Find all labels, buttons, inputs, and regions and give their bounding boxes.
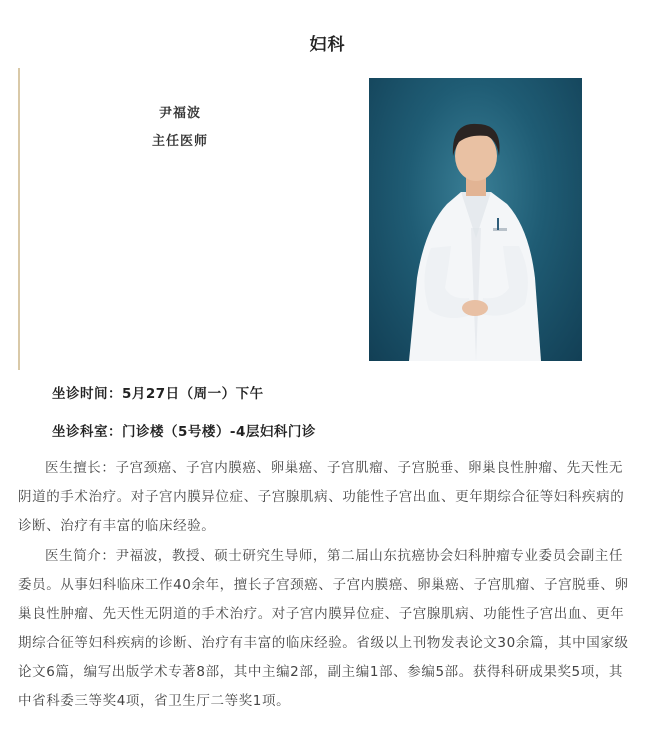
schedule-time-label: 坐诊时间： xyxy=(52,386,122,402)
doctor-expertise: 医生擅长：子宫颈癌、子宫内膜癌、卵巢癌、子宫肌瘤、子宫脱垂、卵巢良性肿瘤、先天性无阴道的手术治疗。对子宫内膜异位症、子宫腺肌病、功能性子宫出血、更年期综合征等妇科疾病的诊断、治疗有丰富的临床经验。 xyxy=(18,460,625,534)
schedule-time-value: 5月27日（周一）下午 xyxy=(122,386,264,402)
doctor-photo xyxy=(369,78,582,361)
doctor-intro: 医生简介：尹福波，教授、硕士研究生导师，第二届山东抗癌协会妇科肿瘤专业委员会副主任委员。从事妇科临床工作40余年，擅长子宫颈癌、子宫内膜癌、卵巢癌、子宫肌瘤、子宫脱垂、卵巢良性肿瘤、先天性无阴道的手术治疗。对子宫内膜异位症、子宫腺肌病、功能性子宫出血、更年期综合征等妇科疾病的诊断、治疗有丰富的临床经验。省级以上刊物发表论文30余篇，其中国家级论文6篇，编写出版学术专著8部，其中主编2部，副主编1部、参编5部。获得科研成果奖5项，其中省科委三等奖4项，省卫生厅二等奖1项。 xyxy=(18,548,629,709)
doctor-portrait-image xyxy=(369,78,582,361)
doctor-title: 主任医师 xyxy=(151,134,208,149)
schedule-room xyxy=(52,420,316,440)
doctor-name: 尹福波 xyxy=(158,106,201,121)
department-title: 妇科 xyxy=(309,35,346,55)
divider xyxy=(18,68,20,370)
schedule-room-label: 坐诊科室： xyxy=(52,424,122,440)
schedule-room-value: 门诊楼（5号楼）-4层妇科门诊 xyxy=(122,424,316,440)
schedule-time xyxy=(52,382,264,402)
doctor-profile xyxy=(18,68,618,370)
